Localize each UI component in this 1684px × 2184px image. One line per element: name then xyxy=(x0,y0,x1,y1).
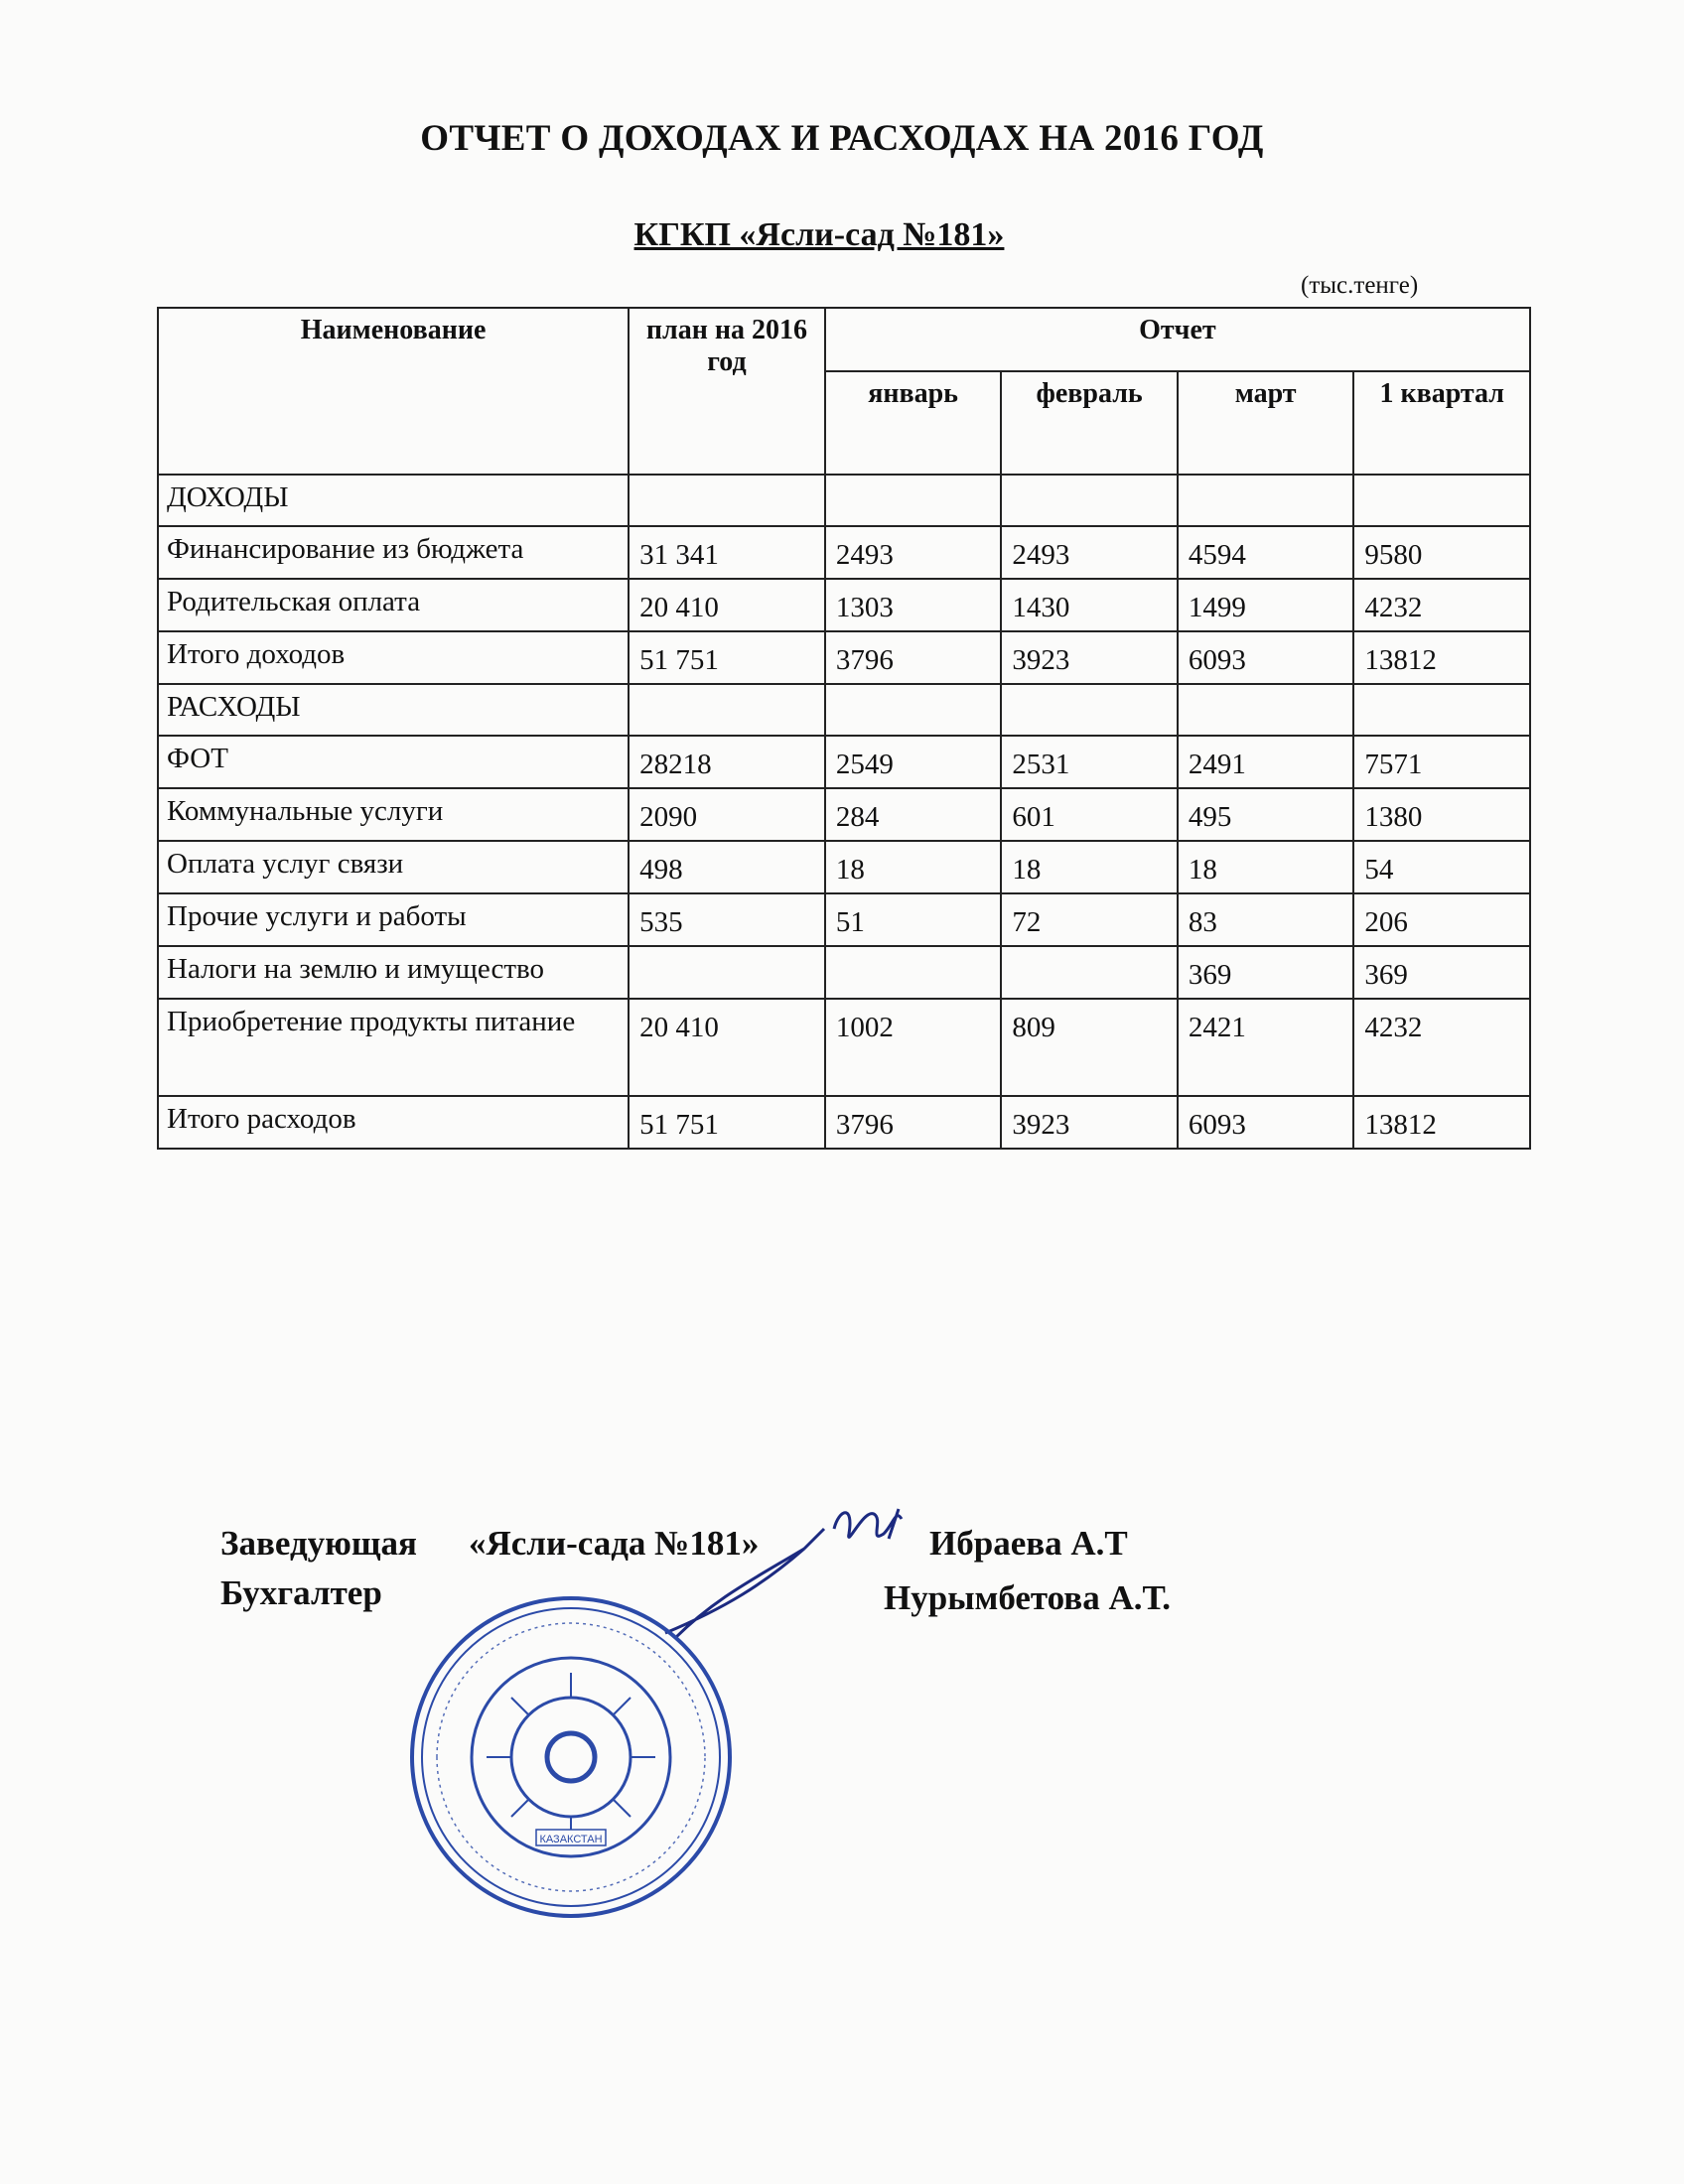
cell-jan: 1303 xyxy=(825,579,1002,631)
cell-plan: 535 xyxy=(629,893,825,946)
table-row xyxy=(158,999,1530,1096)
table-row xyxy=(158,684,1530,736)
cell-mar: 2491 xyxy=(1178,736,1354,788)
row-label: Итого доходов xyxy=(158,631,629,684)
cell-plan: 498 xyxy=(629,841,825,893)
table-row xyxy=(158,788,1530,841)
cell-jan xyxy=(825,684,1002,736)
report-table xyxy=(157,307,1531,1150)
cell-jan xyxy=(825,475,1002,526)
cell-plan xyxy=(629,946,825,999)
official-seal xyxy=(407,1593,735,1921)
row-label: Прочие услуги и работы xyxy=(158,893,629,946)
accountant-role: Бухгалтер xyxy=(220,1573,382,1612)
cell-feb: 3923 xyxy=(1001,631,1178,684)
table-row xyxy=(158,579,1530,631)
cell-feb: 601 xyxy=(1001,788,1178,841)
cell-mar: 1499 xyxy=(1178,579,1354,631)
head-org: «Ясли-сада №181» xyxy=(469,1524,760,1563)
row-label: ФОТ xyxy=(158,736,629,788)
cell-jan: 2549 xyxy=(825,736,1002,788)
cell-jan xyxy=(825,946,1002,999)
table-row xyxy=(158,841,1530,893)
row-label: ДОХОДЫ xyxy=(158,475,629,526)
cell-feb: 72 xyxy=(1001,893,1178,946)
header-february: февраль xyxy=(1001,371,1178,475)
row-label: Оплата услуг связи xyxy=(158,841,629,893)
cell-plan: 20 410 xyxy=(629,999,825,1096)
cell-q1: 9580 xyxy=(1353,526,1530,579)
table-row xyxy=(158,526,1530,579)
head-name: Ибраева А.Т xyxy=(929,1524,1128,1563)
units-label: (тыс.тенге) xyxy=(1301,272,1419,299)
cell-jan: 284 xyxy=(825,788,1002,841)
row-label: Коммунальные услуги xyxy=(158,788,629,841)
table-row xyxy=(158,946,1530,999)
seal-label: КАЗАКСТАН xyxy=(539,1834,603,1845)
row-label: РАСХОДЫ xyxy=(158,684,629,736)
cell-q1: 1380 xyxy=(1353,788,1530,841)
cell-feb: 2531 xyxy=(1001,736,1178,788)
document-title: ОТЧЕТ О ДОХОДАХ И РАСХОДАХ НА 2016 ГОД xyxy=(420,118,1264,159)
cell-mar: 495 xyxy=(1178,788,1354,841)
cell-plan: 28218 xyxy=(629,736,825,788)
header-report: Отчет xyxy=(825,308,1530,371)
header-january: январь xyxy=(825,371,1002,475)
cell-q1: 54 xyxy=(1353,841,1530,893)
cell-plan: 20 410 xyxy=(629,579,825,631)
cell-jan: 2493 xyxy=(825,526,1002,579)
cell-plan: 51 751 xyxy=(629,631,825,684)
row-label: Итого расходов xyxy=(158,1096,629,1149)
cell-q1: 369 xyxy=(1353,946,1530,999)
cell-q1: 206 xyxy=(1353,893,1530,946)
row-label: Приобретение продукты питание xyxy=(158,999,629,1096)
cell-jan: 1002 xyxy=(825,999,1002,1096)
cell-feb xyxy=(1001,475,1178,526)
cell-plan xyxy=(629,475,825,526)
cell-plan: 31 341 xyxy=(629,526,825,579)
cell-plan: 51 751 xyxy=(629,1096,825,1149)
cell-feb: 18 xyxy=(1001,841,1178,893)
cell-q1: 7571 xyxy=(1353,736,1530,788)
cell-mar: 4594 xyxy=(1178,526,1354,579)
cell-feb: 3923 xyxy=(1001,1096,1178,1149)
cell-plan xyxy=(629,684,825,736)
cell-mar: 2421 xyxy=(1178,999,1354,1096)
cell-feb xyxy=(1001,684,1178,736)
row-label: Налоги на землю и имущество xyxy=(158,946,629,999)
table-row xyxy=(158,893,1530,946)
row-label: Финансирование из бюджета xyxy=(158,526,629,579)
header-name: Наименование xyxy=(158,308,629,475)
table-row xyxy=(158,1096,1530,1149)
cell-jan: 3796 xyxy=(825,1096,1002,1149)
report-body xyxy=(158,475,1530,1149)
document-subtitle: КГКП «Ясли-сад №181» xyxy=(633,216,1005,253)
cell-q1: 4232 xyxy=(1353,999,1530,1096)
cell-feb: 2493 xyxy=(1001,526,1178,579)
header-march: март xyxy=(1178,371,1354,475)
cell-q1 xyxy=(1353,475,1530,526)
cell-mar: 6093 xyxy=(1178,1096,1354,1149)
cell-mar xyxy=(1178,684,1354,736)
cell-q1: 13812 xyxy=(1353,1096,1530,1149)
row-label: Родительская оплата xyxy=(158,579,629,631)
table-row xyxy=(158,475,1530,526)
cell-jan: 51 xyxy=(825,893,1002,946)
header-q1: 1 квартал xyxy=(1353,371,1530,475)
cell-q1 xyxy=(1353,684,1530,736)
cell-mar: 6093 xyxy=(1178,631,1354,684)
cell-mar: 18 xyxy=(1178,841,1354,893)
table-row xyxy=(158,736,1530,788)
cell-plan: 2090 xyxy=(629,788,825,841)
cell-q1: 13812 xyxy=(1353,631,1530,684)
cell-jan: 18 xyxy=(825,841,1002,893)
header-plan: план на 2016 год xyxy=(629,308,825,475)
head-role: Заведующая xyxy=(220,1524,417,1563)
cell-mar: 369 xyxy=(1178,946,1354,999)
cell-q1: 4232 xyxy=(1353,579,1530,631)
cell-feb xyxy=(1001,946,1178,999)
cell-mar xyxy=(1178,475,1354,526)
accountant-name: Нурымбетова А.Т. xyxy=(884,1578,1172,1617)
cell-feb: 1430 xyxy=(1001,579,1178,631)
cell-jan: 3796 xyxy=(825,631,1002,684)
cell-feb: 809 xyxy=(1001,999,1178,1096)
cell-mar: 83 xyxy=(1178,893,1354,946)
table-row xyxy=(158,631,1530,684)
